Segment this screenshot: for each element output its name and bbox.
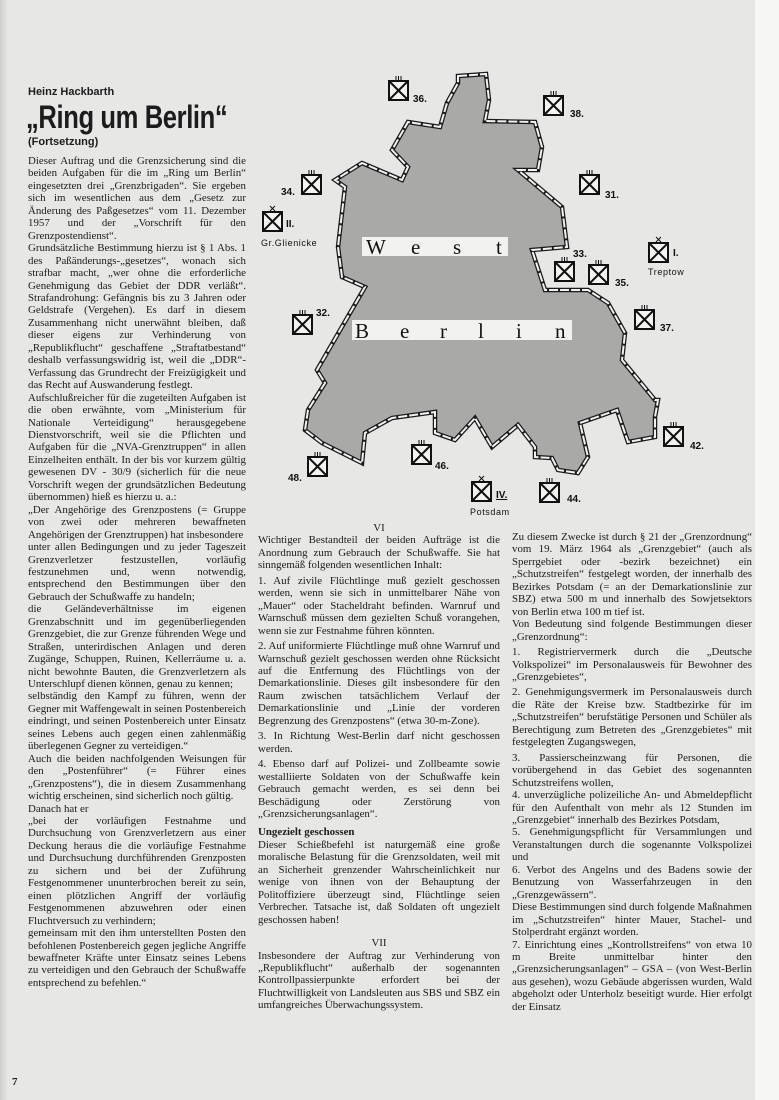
regiment-symbol-icon <box>664 422 683 446</box>
berlin-label-box <box>352 320 572 340</box>
unit-label-brigade-2: II. <box>286 219 295 230</box>
paragraph: 1. Auf zivile Flüchtlinge muß gezielt geschossen werden, wenn sie sich in unmittelbarer Nähe von „Mauer“ oder Stacheldraht befinden. Warnruf und Warnschuß müssen dem gezielten Schuß vorangehen, wenn sie zur Festnahme führen könnten. <box>258 574 500 637</box>
paragraph: Danach hat er <box>28 802 89 815</box>
regiment-symbol-icon <box>308 452 327 476</box>
unit-label-36: 36. <box>413 94 427 105</box>
map-letter: l <box>478 319 484 343</box>
paragraph: unter allen Bedingungen und zu jeder Tageszeit Grenzverletzer festzustellen, vorläufig festzunehmen und, wenn notwendig, entsprechend den Bestimmungen über den Gebrauch der Schußwaffe zu handeln; <box>28 541 246 603</box>
regiment-symbol-icon <box>302 170 321 194</box>
unit-label-32: 32. <box>316 308 330 319</box>
unit-label-35: 35. <box>615 278 629 289</box>
paragraph: „Der Angehörige des Grenzpostens (= Gruppe von zwei oder mehreren bewaffneten Angehörigen der Grenztruppen) hat insbesondere <box>28 503 246 541</box>
map-letter: s <box>453 235 462 259</box>
paragraph: „bei der vorläufigen Festnahme und Durchsuchung von Grenzverletzern aus einer Deckung heraus die die vorläufige Festnahme und Durchsuchung durchführenden Grenzposten zu sichern und bei der Zuführung Festgenommener ununterbrochen bereit zu sein, einen plötzlichen Angriff der vorläufig Festgenommenen abzuwehren oder einen Fluchtversuch zu verhindern; <box>28 815 246 927</box>
list-item: 6. Verbot des Angelns und des Badens sowie der Benutzung von Wasserfahrzeugen in den „Grenzgewässern“. <box>512 863 752 901</box>
regiment-symbol-icon <box>580 170 599 194</box>
paragraph: Zu diesem Zwecke ist durch § 21 der „Grenzordnung“ vom 19. März 1964 als „Grenzgebiet“ (auch als Sperrgebiet oder -bezirk bezeichnet) ein „Schutzstreifen“ festgelegt worden, der innerhalb des Bezirkes Potsdam (= an der Demarkationslinie zur SBZ) etwa 500 m und innerhalb des Sowjetsektors von Berlin etwa 100 m tief ist. <box>512 531 752 618</box>
paragraph: selbständig den Kampf zu führen, wenn der Gegner mit Waffengewalt in seinen Postenbereich eindringt, und seinen Postenbereich unter Einsatz seines Lebens auch gegen einen zahlenmäßig überlegenen Gegner zu verteidigen.“ <box>28 690 246 753</box>
article-subtitle: (Fortsetzung) <box>28 136 99 148</box>
paragraph: Dieser Auftrag und die Grenzsicherung sind die beiden Aufgaben für die im „Ring um Berlin“ eingesetzten drei „Grenzbrigaden“. Sie ergeben sich im wesentlichen aus dem „Gesetz zur Änderung des Paßgesetzes“ vom 11. Dezember 1957 und der „Vorschrift für den Grenzpostendienst“. <box>28 155 246 242</box>
list-item: 4. unverzügliche polizeiliche An- und Abmeldepflicht für den Aufenthalt von mehr als 12 Stunden im „Grenzgebiet“ innerhalb des Bezirkes Potsdam, <box>512 789 752 826</box>
map-letter: W <box>366 235 386 259</box>
map-letter: e <box>411 235 421 259</box>
paragraph: Auch die beiden nachfolgenden Weisungen für den „Postenführer“ (= Führer eines „Grenzpostens“), die in diesem Zusammenhang wichtig erscheinen, sind sicherlich noch gültig. <box>28 752 246 803</box>
map-letter: t <box>496 235 502 259</box>
unit-label-48: 48. <box>288 473 302 484</box>
map-letter: n <box>555 319 566 343</box>
regiment-symbol-icon <box>293 310 312 334</box>
section-heading-vii: VII <box>371 937 387 950</box>
list-item: 2. Genehmigungsvermerk im Personalausweis durch die Räte der Kreise bzw. Stadtbezirke für im „Schutzstreifen“ berufstätige Personen und Schüler als Berechtigung zum Betreten des „Grenzgebietes“ mit festgelegten Zugangswegen, <box>512 686 752 749</box>
article-title: „Ring um Berlin“ <box>26 99 228 135</box>
paragraph: 2. Auf uniformierte Flüchtlinge muß ohne Warnruf und Warnschuß gezielt geschossen werden ohne Rücksicht auf die Entfernung des Flüchtlings von der Demarkationslinie. Dieses gilt insbesondere für den Raum zwischen tatsächlichem Verlauf der Demarkationslinie und „Linie der vorderen Begrenzung des Grenzpostens“ (etwa 30-m-Zone). <box>258 640 500 727</box>
paragraph: 3. In Richtung West-Berlin darf nicht geschossen werden. <box>258 730 500 755</box>
unit-label-34: 34. <box>281 187 295 198</box>
brigade-symbol-icon <box>263 206 282 231</box>
unit-label-38: 38. <box>570 109 584 120</box>
brigade-symbol-icon <box>649 237 668 262</box>
list-item: 7. Einrichtung eines „Kontrollstreifens“ von etwa 10 m Breite unmittelbar hinter den „Grenzsicherungsanlagen“ – GSA – (von West-Berlin aus gesehen), wozu Gebäude abgerissen wurden, Wald abgeholzt oder Unterholz beseitigt wurde. Hier erfolgt der Einsatz <box>512 938 752 1013</box>
place-label-treptow: Treptow <box>648 267 685 277</box>
regiment-symbol-icon <box>389 76 408 100</box>
list-item: 3. Passierscheinzwang für Personen, die vorübergehend in das Gebiet des sogenannten Schutzstreifens wollen, <box>512 751 752 789</box>
paragraph: Aufschlußreicher für die zugeteilten Aufgaben ist die oben erwähnte, vom „Ministerium für Nationale Verteidigung“ herausgegebene Dienstvorschrift, weil sie die Pflichten und Aufgaben für die „NVA-Grenztruppen“ in allen Einzelheiten enthält. In der bis vor kurzem gültig gewesenen DV - 30/9 (sicherlich für die neue Vorschrift wegen der grundsätzlichen Bedeutung übernommen) hieß es hierzu u. a.: <box>28 391 246 504</box>
unit-label-33: 33. <box>573 249 587 260</box>
list-item: 1. Registriervermerk durch die „Deutsche Volkspolizei“ im Personalausweis für Bewohner des „Grenzgebietes“, <box>512 646 752 683</box>
section-heading-vi: VI <box>373 522 385 534</box>
unit-label-31: 31. <box>605 190 619 201</box>
map-letter: r <box>440 319 447 343</box>
list-item: 5. Genehmigungspflicht für Versammlungen und Veranstaltungen durch die sogenannte Volkspolizei und <box>512 826 752 864</box>
regiment-symbol-icon <box>544 91 563 115</box>
unit-label-42: 42. <box>690 441 704 452</box>
subheading: Ungezielt geschossen <box>258 826 355 839</box>
regiment-symbol-icon <box>589 260 608 284</box>
unit-label-37: 37. <box>660 323 674 334</box>
place-label-potsdam: Potsdam <box>470 507 510 517</box>
brigade-symbol-icon <box>472 476 491 501</box>
regiment-symbol-icon <box>635 305 654 329</box>
regiment-symbol-icon <box>540 478 559 502</box>
regiment-symbol-icon <box>555 257 574 281</box>
paragraph: Dieser Schießbefehl ist naturgemäß eine große moralische Belastung für die Grenzsoldaten, weil mit an Sicherheit grenzender Wahrscheinlichkeit nur wenige von ihnen von der Behauptung der Politoffiziere überzeugt sind, Flüchtlinge seien Verbrecher. Tatsache ist, daß Soldaten oft ungezielt geschossen haben! <box>258 838 500 926</box>
regiment-symbol-icon <box>412 440 431 464</box>
page-number: 7 <box>12 1076 18 1088</box>
unit-label-brigade-1: I. <box>673 248 679 259</box>
paragraph: Von Bedeutung sind folgende Bestimmungen dieser „Grenzordnung“: <box>512 618 752 643</box>
paragraph: gemeinsam mit den ihm unterstellten Posten den befohlenen Postenbereich gegen jegliche Angriffe bewaffneter Kräfte unter Einsatz seines Lebens zu verteidigen und den Gebrauch der Schußwaffe entsprechend zu befehlen.“ <box>28 927 246 989</box>
place-label-glienicke: Gr.Glienicke <box>261 238 318 248</box>
paragraph: Grundsätzliche Bestimmung hierzu ist § 1 Abs. 1 des Paßänderungs-„gesetzes“, wonach sich strafbar macht, „wer ohne die erforderliche Genehmigung das Gebiet der DDR verläßt“. Strafandrohung: Gefängnis bis zu 3 Jahren oder Geldstrafe (Vergehen). Es darf in diesem Zusammenhang nicht unerwähnt bleiben, daß dieser eigens zur Verhinderung von „Republikflucht“ geschaffene „Straftatbestand“ deshalb verfassungswidrig ist, weil die „DDR“-Verfassung das Grundrecht der Freizügigkeit und das Recht auf Auswanderung festlegt. <box>28 242 246 392</box>
paragraph: Insbesondere der Auftrag zur Verhinderung von „Republikflucht“ außerhalb der sogenannten Kontrollpassierpunkte erfordert bei der Fluchtwilligkeit von Landsleuten aus SBS und SBZ ein umfangreiches Überwachungssystem. <box>258 949 500 1012</box>
paragraph: die Geländeverhältnisse im eigenen Grenzabschnitt und im gegenüberliegenden Grenzgebiet, die zur Grenze führenden Wege und Straßen, unterirdischen Anlagen und deren Zugänge, Schuppen, Ruinen, Kellerräume u. a. nicht bewohnte Bauten, die Grenzverletzern als Unterschlupf dienen können, genau zu kennen; <box>28 603 246 691</box>
unit-label-46: 46. <box>435 461 449 472</box>
paragraph: Wichtiger Bestandteil der beiden Aufträge ist die Anordnung zum Gebrauch der Schußwaffe. Sie hat sinngemäß folgenden wesentlichen Inhalt: <box>258 534 500 572</box>
left-column <box>28 155 246 989</box>
map-letter: e <box>400 319 410 343</box>
map-letter: i <box>516 319 522 343</box>
right-column <box>512 531 752 1013</box>
article-author: Heinz Hackbarth <box>28 86 115 98</box>
paragraph: Diese Bestimmungen sind durch folgende Maßnahmen im „Schutzstreifen“ hinter Mauer, Stachel- und Stolperdraht ergänzt worden. <box>512 901 752 939</box>
unit-label-44: 44. <box>567 494 581 505</box>
middle-column <box>258 522 500 1012</box>
map-letter: B <box>355 319 370 343</box>
paragraph: 4. Ebenso darf auf Polizei- und Zollbeamte sowie westalliierte Soldaten von der Schußwaffe kein Gebrauch gemacht werden, es sei denn bei Beschädigung oder Zerstörung von „Grenzsicherungsanlagen“. <box>258 758 500 820</box>
unit-label-brigade-4: IV. <box>496 490 508 501</box>
